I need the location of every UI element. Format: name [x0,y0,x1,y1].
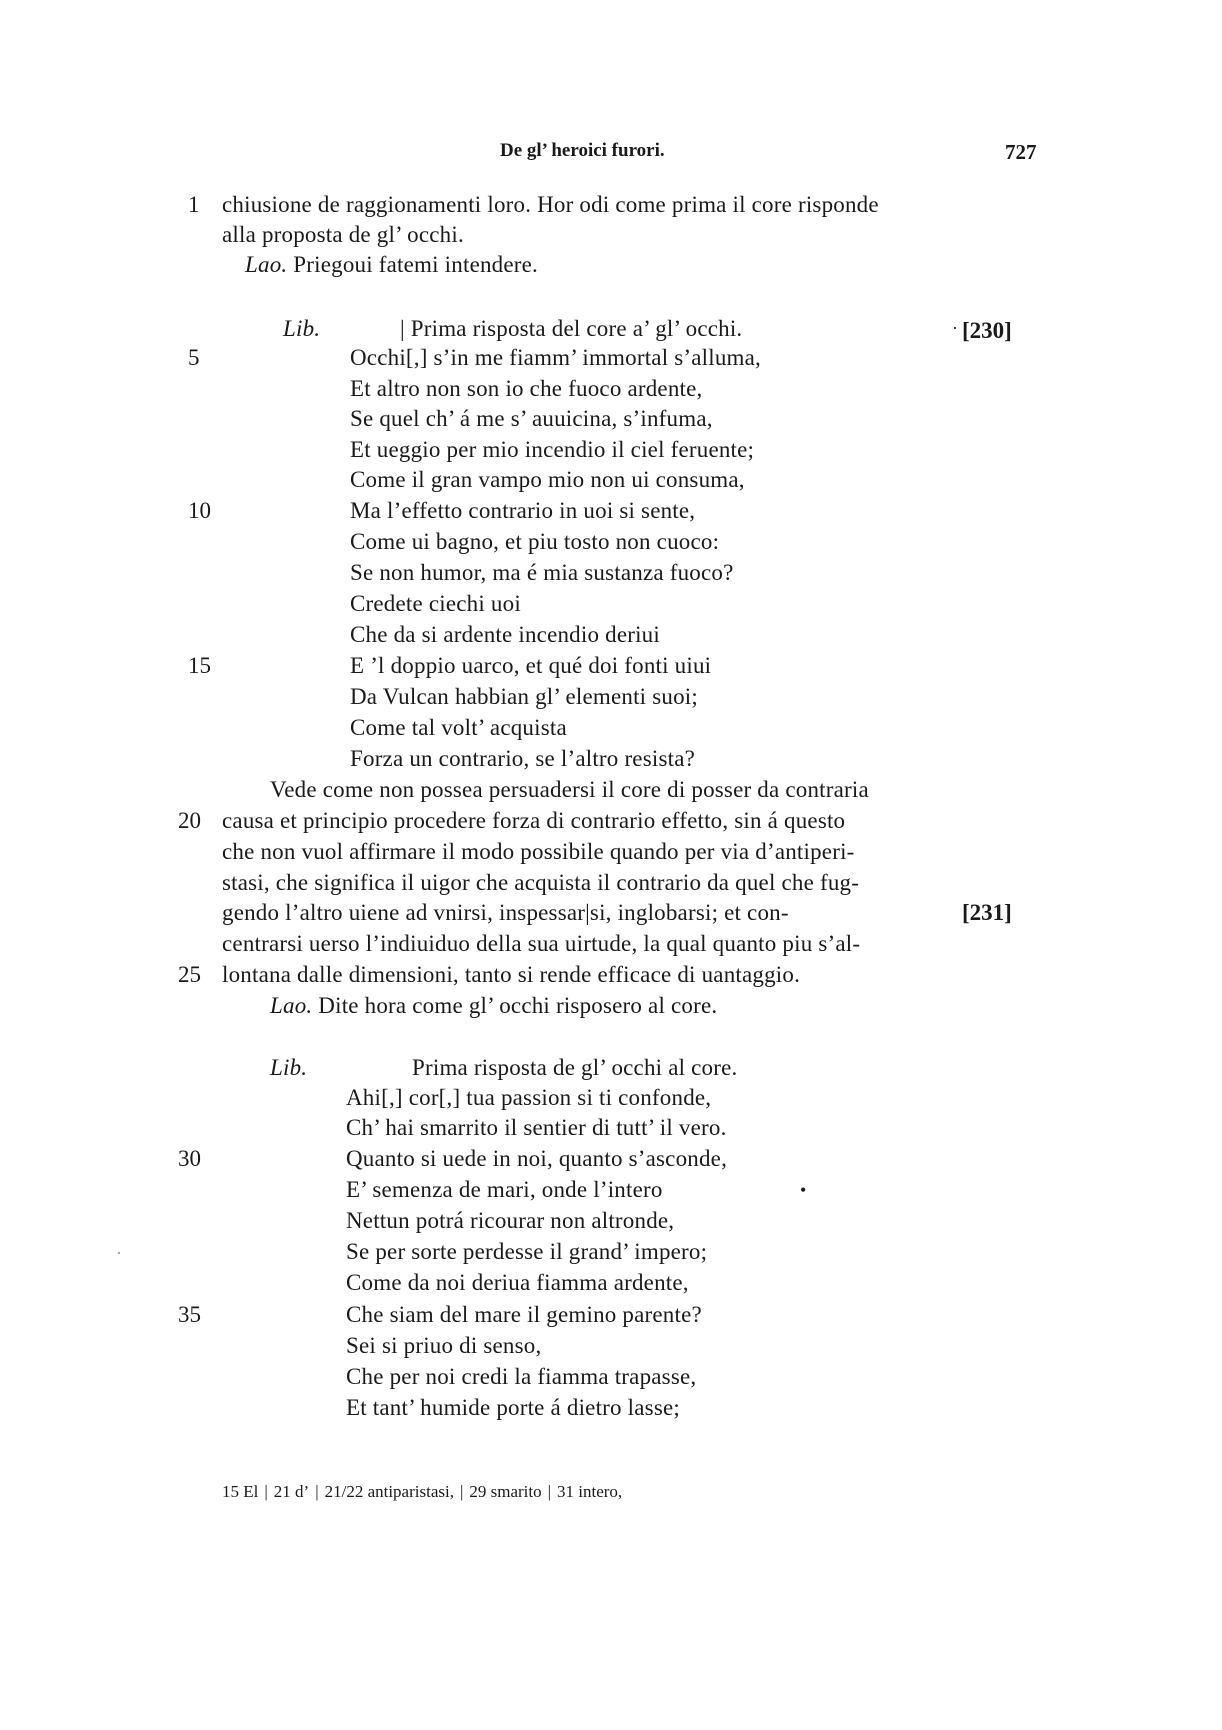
speaker-label: Lib. [270,1055,308,1080]
verse-line: Se non humor, ma é mia sustanza fuoco? [350,560,734,585]
verse-line: Ma l’effetto contrario in uoi si sente, [350,498,696,523]
verse-line: Come il gran vampo mio non ui consuma, [350,467,745,492]
stray-mark: • [800,1180,807,1200]
verse-line: Ch’ hai smarrito il sentier di tutt’ il vero. [346,1115,727,1140]
page-number: 727 [1005,140,1037,164]
verse-line: Occhi[,] s’in me fiamm’ immortal s’alluma, [350,345,761,370]
footnote: 21/22 antiparistasi, [324,1482,454,1501]
line-number: 1 [188,192,200,217]
verse-line: Sei si priuo di senso, [346,1333,542,1358]
footnote: 31 intero, [557,1482,623,1501]
verse-line: Se quel ch’ á me s’ auuicina, s’infuma, [350,406,713,431]
dialogue-text: Priegoui fatemi intendere. [293,252,538,277]
verse-line: Nettun potrá ricourar non altronde, [346,1208,675,1233]
verse-line: Che per noi credi la fiamma trapasse, [346,1364,697,1389]
text-line: centrarsi uerso l’indiuiduo della sua uirtude, la qual quanto piu s’al- [222,931,861,956]
verse-line: Forza un contrario, se l’altro resista? [350,746,696,771]
text-line: alla proposta de gl’ occhi. [222,222,464,247]
text-line: Vede come non possea persuadersi il core di posser da contraria [270,777,869,802]
dialogue-line [283,316,320,342]
verse-line: Che da si ardente incendio deriui [350,622,660,647]
margin-note: [231] [962,900,1012,925]
line-number: 25 [178,962,201,987]
verse-line: Et tant’ humide porte á dietro lasse; [346,1395,680,1420]
dialogue-line [270,1055,307,1081]
line-number: 15 [188,653,211,678]
margin-mark: · [952,318,958,338]
text-line: gendo l’altro uiene ad vnirsi, inspessar|si, inglobarsi; et con- [222,900,789,925]
verse-line: Quanto si uede in noi, quanto s’asconde, [346,1146,728,1171]
verse-line: Et altro non son io che fuoco ardente, [350,376,703,401]
verse-line: E ’l doppio uarco, et qué doi fonti uiui [350,653,712,678]
verse-line: Se per sorte perdesse il grand’ impero; [346,1239,708,1264]
speaker-label: Lao. [245,252,288,277]
dialogue-line [270,993,717,1019]
text-line: che non vuol affirmare il modo possibile quando per via d’antiperi- [222,839,855,864]
line-number: 10 [188,498,211,523]
margin-note: [230] [962,318,1012,343]
footnote: 29 smarito [469,1482,542,1501]
line-number: 35 [178,1302,201,1327]
line-number: 30 [178,1146,201,1171]
verse-line: Et ueggio per mio incendio il ciel feruente; [350,437,755,462]
running-title: De gl’ heroici furori. [500,140,665,161]
line-number: 20 [178,808,201,833]
verse-line: Ahi[,] cor[,] tua passion si ti confonde, [346,1085,712,1110]
verse-line: Come da noi deriua fiamma ardente, [346,1270,689,1295]
poem-heading: | Prima risposta del core a’ gl’ occhi. [400,316,743,341]
poem-heading: Prima risposta de gl’ occhi al core. [412,1055,738,1080]
footnote: 21 d’ [273,1482,310,1501]
speaker-label: Lao. [270,993,313,1018]
footnote-separator: | [315,1482,319,1501]
verse-line: Come tal volt’ acquista [350,715,567,740]
text-line: causa et principio procedere forza di contrario effetto, sin á questo [222,808,846,833]
text-line: chiusione de raggionamenti loro. Hor odi come prima il core risponde [222,192,879,217]
dialogue-line [245,252,538,278]
footnote: 15 El [222,1482,259,1501]
footnotes [222,1482,622,1502]
text-line: stasi, che significa il uigor che acquista il contrario da quel che fug- [222,870,860,895]
speaker-label: Lib. [283,316,321,341]
stray-mark: · [116,1243,122,1263]
line-number: 5 [188,345,200,370]
verse-line: Che siam del mare il gemino parente? [346,1302,702,1327]
dialogue-text: Dite hora come gl’ occhi risposero al core. [318,993,718,1018]
footnote-separator: | [459,1482,464,1501]
verse-line: E’ semenza de mari, onde l’intero [346,1177,663,1202]
text-line: lontana dalle dimensioni, tanto si rende efficace di uantaggio. [222,962,801,987]
running-header [0,140,1222,170]
footnote-separator: | [547,1482,552,1501]
footnote-separator: | [264,1482,268,1501]
verse-line: Da Vulcan habbian gl’ elementi suoi; [350,684,698,709]
verse-line: Come ui bagno, et piu tosto non cuoco: [350,529,720,554]
verse-line: Credete ciechi uoi [350,591,521,616]
